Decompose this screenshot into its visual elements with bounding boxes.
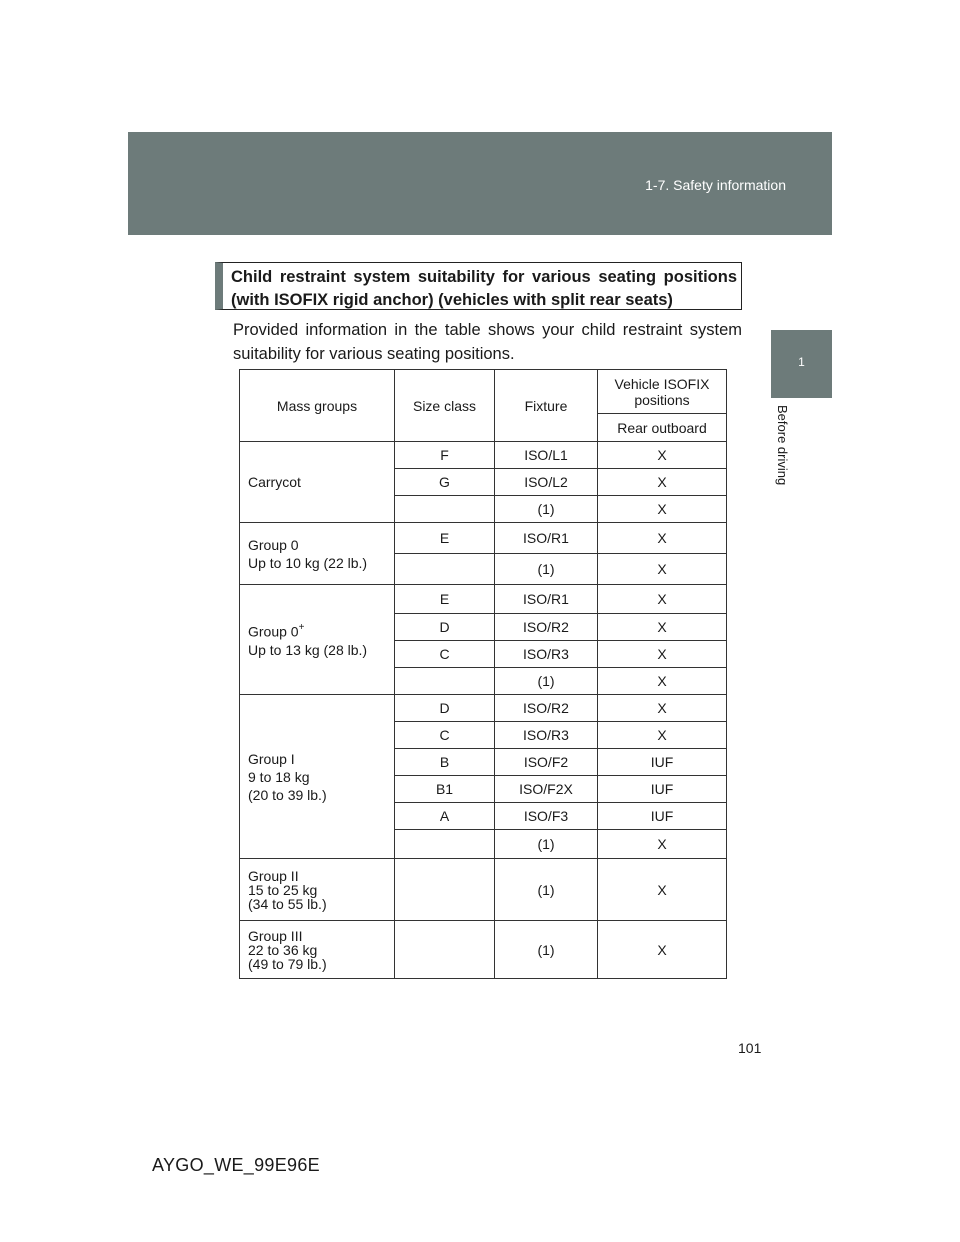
fixture-cell: ISO/R2 <box>495 614 598 641</box>
size-cell: C <box>395 722 495 749</box>
fixture-cell: ISO/R3 <box>495 641 598 668</box>
chapter-tab[interactable] <box>771 330 832 398</box>
mass-group-0-plus <box>240 585 395 695</box>
table-row <box>240 523 727 554</box>
document-code: AYGO_WE_99E96E <box>152 1155 320 1175</box>
suitability-cell: X <box>598 668 727 695</box>
fixture-cell: ISO/F2X <box>495 776 598 803</box>
size-cell: A <box>395 803 495 830</box>
col-header-mass-groups: Mass groups <box>240 370 395 442</box>
mass-group-2 <box>240 859 395 921</box>
mass-group-0 <box>240 523 395 585</box>
mass-group-name: Group II <box>248 867 299 884</box>
fixture-cell: ISO/L1 <box>495 442 598 469</box>
size-cell: E <box>395 523 495 554</box>
intro-line-2: suitability for various seating positions. <box>233 345 515 363</box>
fixture-cell: ISO/F3 <box>495 803 598 830</box>
suitability-cell: X <box>598 442 727 469</box>
mass-group-weight-lb: (49 to 79 lb.) <box>248 955 327 972</box>
size-cell: G <box>395 469 495 496</box>
suitability-cell: IUF <box>598 749 727 776</box>
mass-group-weight-kg: 22 to 36 kg <box>248 941 318 958</box>
mass-group-weight-kg: 9 to 18 kg <box>248 768 310 785</box>
section-heading <box>215 262 742 310</box>
suitability-cell: X <box>598 921 727 979</box>
suitability-cell: X <box>598 641 727 668</box>
heading-line-2: (with ISOFIX rigid anchor) (vehicles with split rear seats) <box>231 291 673 309</box>
fixture-cell: ISO/R1 <box>495 523 598 554</box>
size-cell: B <box>395 749 495 776</box>
mass-group-name: Group 0 <box>248 536 299 553</box>
fixture-cell: ISO/R1 <box>495 585 598 614</box>
fixture-cell: ISO/R2 <box>495 695 598 722</box>
mass-group-weight-lb: (34 to 55 lb.) <box>248 895 327 912</box>
mass-group-name: Group I <box>248 750 295 767</box>
size-cell: D <box>395 695 495 722</box>
col-header-vehicle-positions: Vehicle ISOFIX positions <box>598 370 727 414</box>
suitability-cell: X <box>598 585 727 614</box>
mass-group-weight: Up to 13 kg (28 lb.) <box>248 641 368 658</box>
fixture-cell: (1) <box>495 554 598 585</box>
mass-group-weight-kg: 15 to 25 kg <box>248 881 318 898</box>
col-header-fixture: Fixture <box>495 370 598 442</box>
mass-group-weight-lb: (20 to 39 lb.) <box>248 786 327 803</box>
suitability-cell: X <box>598 496 727 523</box>
suitability-cell: IUF <box>598 803 727 830</box>
mass-group-3 <box>240 921 395 979</box>
fixture-cell: (1) <box>495 859 598 921</box>
size-cell: F <box>395 442 495 469</box>
size-cell <box>395 859 495 921</box>
intro-paragraph <box>233 318 742 366</box>
size-cell <box>395 554 495 585</box>
col-header-size-class: Size class <box>395 370 495 442</box>
size-cell: D <box>395 614 495 641</box>
table-row <box>240 585 727 614</box>
table-row <box>240 859 727 921</box>
mass-group-name: Group 0+ <box>248 622 305 640</box>
suitability-cell: X <box>598 695 727 722</box>
suitability-cell: X <box>598 830 727 859</box>
fixture-cell: ISO/F2 <box>495 749 598 776</box>
size-cell: E <box>395 585 495 614</box>
heading-line-1: Child restraint system suitability for various seating positions <box>231 268 737 286</box>
mass-group-weight: Up to 10 kg (22 lb.) <box>248 554 368 571</box>
suitability-cell: IUF <box>598 776 727 803</box>
fixture-cell: (1) <box>495 496 598 523</box>
header-band <box>128 132 832 235</box>
chapter-number: 1 <box>798 355 805 369</box>
size-cell <box>395 496 495 523</box>
section-title: 1-7. Safety information <box>645 177 786 193</box>
fixture-cell: (1) <box>495 668 598 695</box>
suitability-cell: X <box>598 469 727 496</box>
suitability-table <box>239 369 727 979</box>
size-cell <box>395 668 495 695</box>
fixture-cell: (1) <box>495 830 598 859</box>
size-cell: B1 <box>395 776 495 803</box>
chapter-title: Before driving <box>775 405 790 486</box>
size-cell <box>395 921 495 979</box>
fixture-cell: (1) <box>495 921 598 979</box>
page-number: 101 <box>738 1040 762 1056</box>
size-cell: C <box>395 641 495 668</box>
suitability-cell: X <box>598 554 727 585</box>
mass-group-name: Group III <box>248 927 303 944</box>
fixture-cell: ISO/R3 <box>495 722 598 749</box>
suitability-cell: X <box>598 859 727 921</box>
mass-group-1 <box>240 695 395 859</box>
fixture-cell: ISO/L2 <box>495 469 598 496</box>
col-header-rear-outboard: Rear outboard <box>598 414 727 442</box>
suitability-cell: X <box>598 722 727 749</box>
suitability-cell: X <box>598 614 727 641</box>
chapter-title-vertical <box>775 405 797 497</box>
suitability-cell: X <box>598 523 727 554</box>
table-row <box>240 921 727 979</box>
intro-line-1: Provided information in the table shows your child restraint system <box>233 321 742 339</box>
mass-group-carrycot: Carrycot <box>240 442 395 523</box>
table-row <box>240 442 727 469</box>
table-row <box>240 695 727 722</box>
size-cell <box>395 830 495 859</box>
